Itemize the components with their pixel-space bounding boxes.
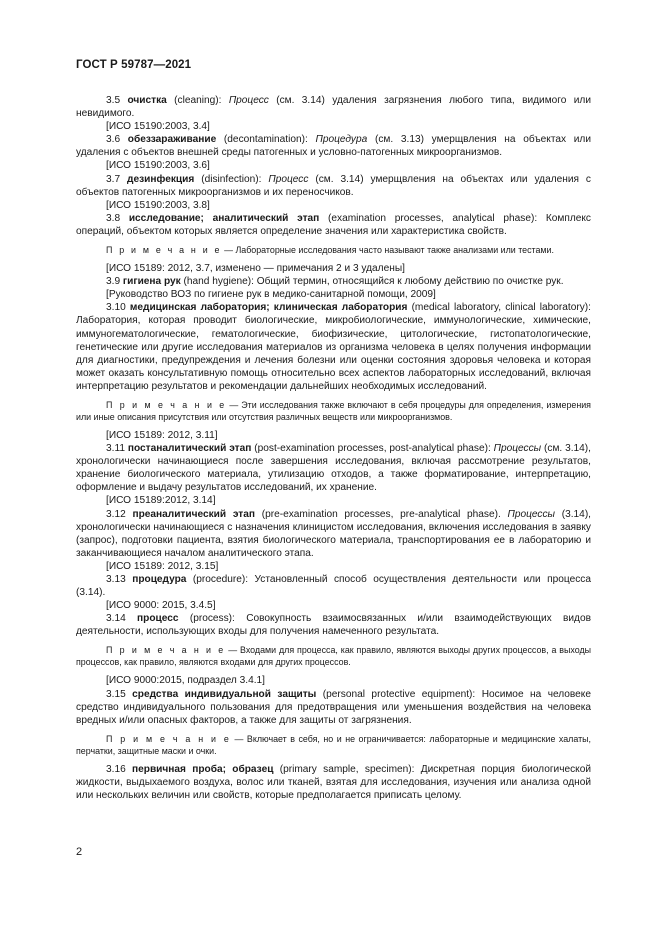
source-reference: [ИСО 9000:2015, подраздел 3.4.1] xyxy=(106,675,265,687)
term-entry: 3.5 очистка (cleaning): Процесс (см. 3.14) удаления загрязнения любого типа, видимого или невидимого. xyxy=(76,95,591,120)
term-entry: 3.14 процесс (process): Совокупность взаимосвязанных и/или взаимодействующих видов деятельности, использующих входы для получения намеченного результата. xyxy=(76,613,591,638)
source-reference: [ИСО 15190:2003, 3.6] xyxy=(106,160,210,172)
source-reference: [ИСО 15190:2003, 3.8] xyxy=(106,199,210,211)
source-reference: [Руководство ВОЗ по гигиене рук в медико-санитарной помощи, 2009] xyxy=(106,289,436,301)
source-reference: [ИСО 15190:2003, 3.4] xyxy=(106,121,210,133)
term-entry: 3.7 дезинфекция (disinfection): Процесс (см. 3.14) умерщвления на объектах или удаления с объектов патогенных микроорганизмов и их переносчиков. xyxy=(76,173,591,198)
term-entry: 3.16 первичная проба; образец (primary sample, specimen): Дискретная порция биологической жидкости, выдыхаемого воздуха, волос или тканей, взятая для исследования, изучения или анализа одной или нескольких величин или свойств, которые предполагается приписать целому. xyxy=(76,763,591,802)
document-body xyxy=(76,94,591,802)
term-entry: 3.11 постаналитический этап (post-examination processes, post-analytical phase): Процессы (см. 3.14), хронологически начинающиеся после завершения исследования, включая рассмотрение результатов, хранение биологического материала, утилизацию отходов, а также форматирование, интерпретацию, оформление и выдачу результатов исследований, их хранение. xyxy=(76,443,591,494)
source-reference: [ИСО 9000: 2015, 3.4.5] xyxy=(106,600,216,612)
term: преаналитический этап xyxy=(132,508,256,520)
term-entry: 3.8 исследование; аналитический этап (examination processes, analytical phase): Комплекс операций, объектом которых является определение значения или характеристика свойств. xyxy=(76,212,591,237)
page-number: 2 xyxy=(76,846,83,858)
term: процесс xyxy=(137,613,179,625)
source-reference: [ИСО 15189:2012, 3.14] xyxy=(106,495,216,507)
term-entry: 3.10 медицинская лаборатория; клиническая лаборатория (medical laboratory, clinical laboratory): Лаборатория, которая проводит биологические, микробиологические, иммунологические, химические, иммуногематологические, гематологические, биофизические, цитологические, гистопатологические, генетические или другие исследования материалов из организма человека в целях получения информации для диагностики, предупреждения и лечения болезни или оценки состояния здоровья человека и которая может оказать консультативную помощь относительно всех аспектов лабораторных исследований, включая интерпретацию результатов и рекомендации дальнейших необходимых исследований. xyxy=(76,302,591,392)
term-entry: 3.12 преаналитический этап (pre-examination processes, pre-analytical phase). Процессы (3.14), хронологически начинающиеся с назначения клиницистом исследования, включения исследования в заявку (запрос), подготовки пациента, взятия биологического материала, транспортирования ее в лабораторию и заканчивающиеся началом аналитического этапа. xyxy=(76,508,591,559)
source-reference: [ИСО 15189: 2012, 3.15] xyxy=(106,560,219,572)
term: средства индивидуальной защиты xyxy=(132,688,317,700)
term-entry: 3.9 гигиена рук (hand hygiene): Общий термин, относящийся к любому действию по очистке рук. xyxy=(106,276,564,288)
source-reference: [ИСО 15189: 2012, 3.7, изменено — примечания 2 и 3 удалены] xyxy=(106,263,405,275)
term: дезинфекция xyxy=(127,173,195,185)
term-entry: 3.15 средства индивидуальной защиты (personal protective equipment): Носимое на человеке средство индивидуального пользования для предотвращения или уменьшения воздействия на человека вредных и/или опасных факторов, а также для защиты от загрязнения. xyxy=(76,688,591,726)
note: П р и м е ч а н и е — Включает в себя, но и не ограничивается: лабораторные и медицинские халаты, перчатки, защитные маски и очки. xyxy=(76,733,591,756)
term: медицинская лаборатория; клиническая лаборатория xyxy=(129,302,408,314)
note: П р и м е ч а н и е — Эти исследования также включают в себя процедуры для определения, измерения или иные описания присутствия или отсутствия различных веществ или микроорганизмов. xyxy=(76,399,591,422)
term: исследование; аналитический этап xyxy=(128,212,320,224)
note: П р и м е ч а н и е — Лабораторные исследования часто называют также анализами или тестами. xyxy=(106,245,554,256)
term: процедура xyxy=(132,574,187,585)
term-entry: 3.6 обеззараживание (decontamination): Процедура (см. 3.13) умерщвления на объектах или удаления с объектов внешней среды патогенных и условно-патогенных микроорганизмов. xyxy=(76,134,591,159)
document-header: ГОСТ Р 59787—2021 xyxy=(76,59,192,71)
term: очистка xyxy=(127,95,167,106)
term: постаналитический этап xyxy=(127,443,252,455)
term-entry: 3.13 процедура (procedure): Установленный способ осуществления деятельности или процесса (3.14). xyxy=(76,574,591,599)
term: гигиена рук xyxy=(122,276,181,288)
note: П р и м е ч а н и е — Входами для процесса, как правило, являются выходы других процессов, а выходы процессов, как правило, являются входами для других процессов. xyxy=(76,645,591,668)
term: первичная проба; образец xyxy=(132,763,274,775)
source-reference: [ИСО 15189: 2012, 3.11] xyxy=(106,429,218,441)
term: обеззараживание xyxy=(127,134,217,146)
